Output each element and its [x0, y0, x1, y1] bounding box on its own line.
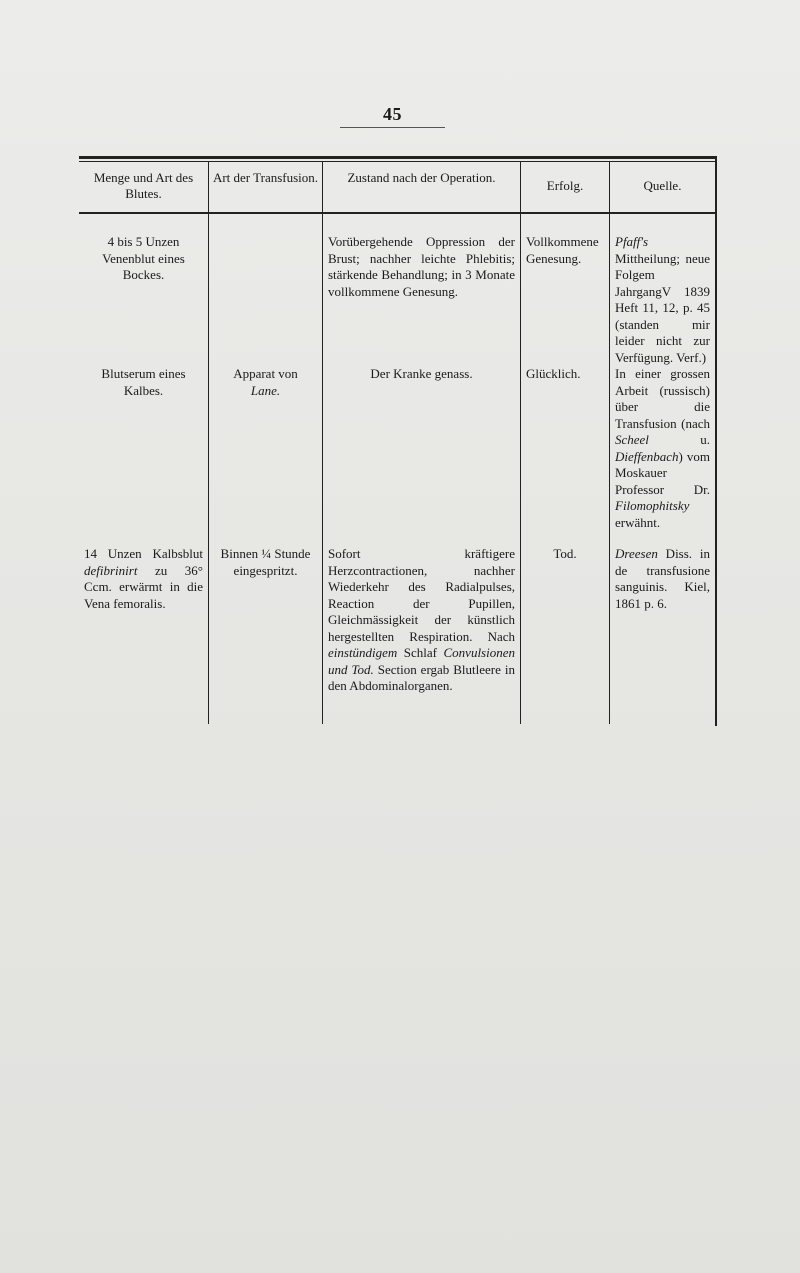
menge-text: zu 36° Ccm. erwärmt in die Vena femoralis.	[84, 562, 203, 611]
cell-quelle	[610, 534, 715, 724]
header-menge: Menge und Art des Blutes.	[79, 162, 209, 212]
quelle-author: Scheel	[615, 432, 649, 447]
art-author: Lane.	[250, 382, 281, 398]
art-prefix: Apparat von	[233, 366, 298, 381]
cell-art: Binnen ¼ Stunde eingespritzt.	[209, 534, 323, 724]
header-erfolg: Erfolg.	[521, 162, 610, 212]
cell-erfolg: Vollkommene Genesung.	[521, 214, 610, 362]
cell-zustand: Vorübergehende Oppression der Brust; nachher leichte Phlebitis; stärkende Behandlung; in 3 Monate vollkommene Genesung.	[323, 214, 521, 362]
quelle-text: In einer grossen Arbeit (russisch) über die Transfusion (nach	[615, 366, 710, 431]
cell-erfolg: Glücklich.	[521, 362, 610, 534]
table-top-rule	[79, 156, 715, 159]
quelle-author: Dreesen	[615, 546, 658, 561]
quelle-author: Filomophitsky	[615, 498, 690, 513]
cell-quelle	[610, 214, 715, 365]
page-number: 45	[383, 104, 402, 124]
table-row	[79, 214, 715, 365]
zustand-italic: einstündigem	[328, 645, 398, 660]
transfusion-table	[79, 156, 715, 724]
quelle-text: erwähnt.	[615, 514, 661, 530]
header-zustand: Zustand nach der Operation.	[323, 162, 521, 212]
table-header	[79, 162, 715, 214]
quelle-author: Pfaff's	[615, 234, 649, 249]
quelle-text: Mittheilung; neue Folgem JahrgangV 1839 Heft 11, 12, p. 45 (standen mir leider nicht zur Verfügung. Verf.)	[615, 250, 710, 365]
cell-menge	[79, 534, 209, 724]
cell-art	[209, 214, 323, 362]
zustand-text: Sofort kräftigere Herzcontractionen, nachher Wiederkehr des Radialpulses, Reaction der Pupillen, Gleichmässigkeit der künstlich hergestellten Respiration. Nach	[328, 546, 515, 644]
cell-menge: Blutserum eines Kalbes.	[79, 362, 209, 534]
quelle-text: ) vom Moskauer Professor Dr.	[615, 448, 710, 497]
zustand-text: Section ergab Blutleere in den Abdominalorganen.	[328, 661, 515, 693]
table-row	[79, 362, 715, 534]
cell-zustand	[323, 534, 521, 724]
cell-quelle	[610, 362, 715, 534]
header-art: Art der Transfusion.	[209, 162, 323, 212]
page-number-rule	[340, 127, 445, 128]
table-row	[79, 534, 715, 724]
table-right-rule	[715, 156, 717, 726]
menge-italic: defibrinirt	[84, 562, 138, 578]
cell-zustand: Der Kranke genass.	[323, 362, 521, 534]
zustand-text: Schlaf	[397, 645, 444, 660]
zustand-italic: Convulsionen und Tod.	[328, 645, 515, 677]
cell-art	[209, 362, 323, 534]
cell-menge: 4 bis 5 Unzen Venenblut eines Bockes.	[79, 214, 209, 362]
quelle-author: Dieffenbach	[615, 448, 679, 464]
header-quelle: Quelle.	[643, 178, 682, 193]
cell-erfolg: Tod.	[521, 534, 610, 724]
quelle-text: u.	[648, 432, 710, 447]
menge-text: 14 Unzen Kalbsblut	[84, 546, 203, 561]
quelle-text: Diss. in de transfusione sanguinis. Kiel, 1861 p. 6.	[615, 546, 710, 611]
